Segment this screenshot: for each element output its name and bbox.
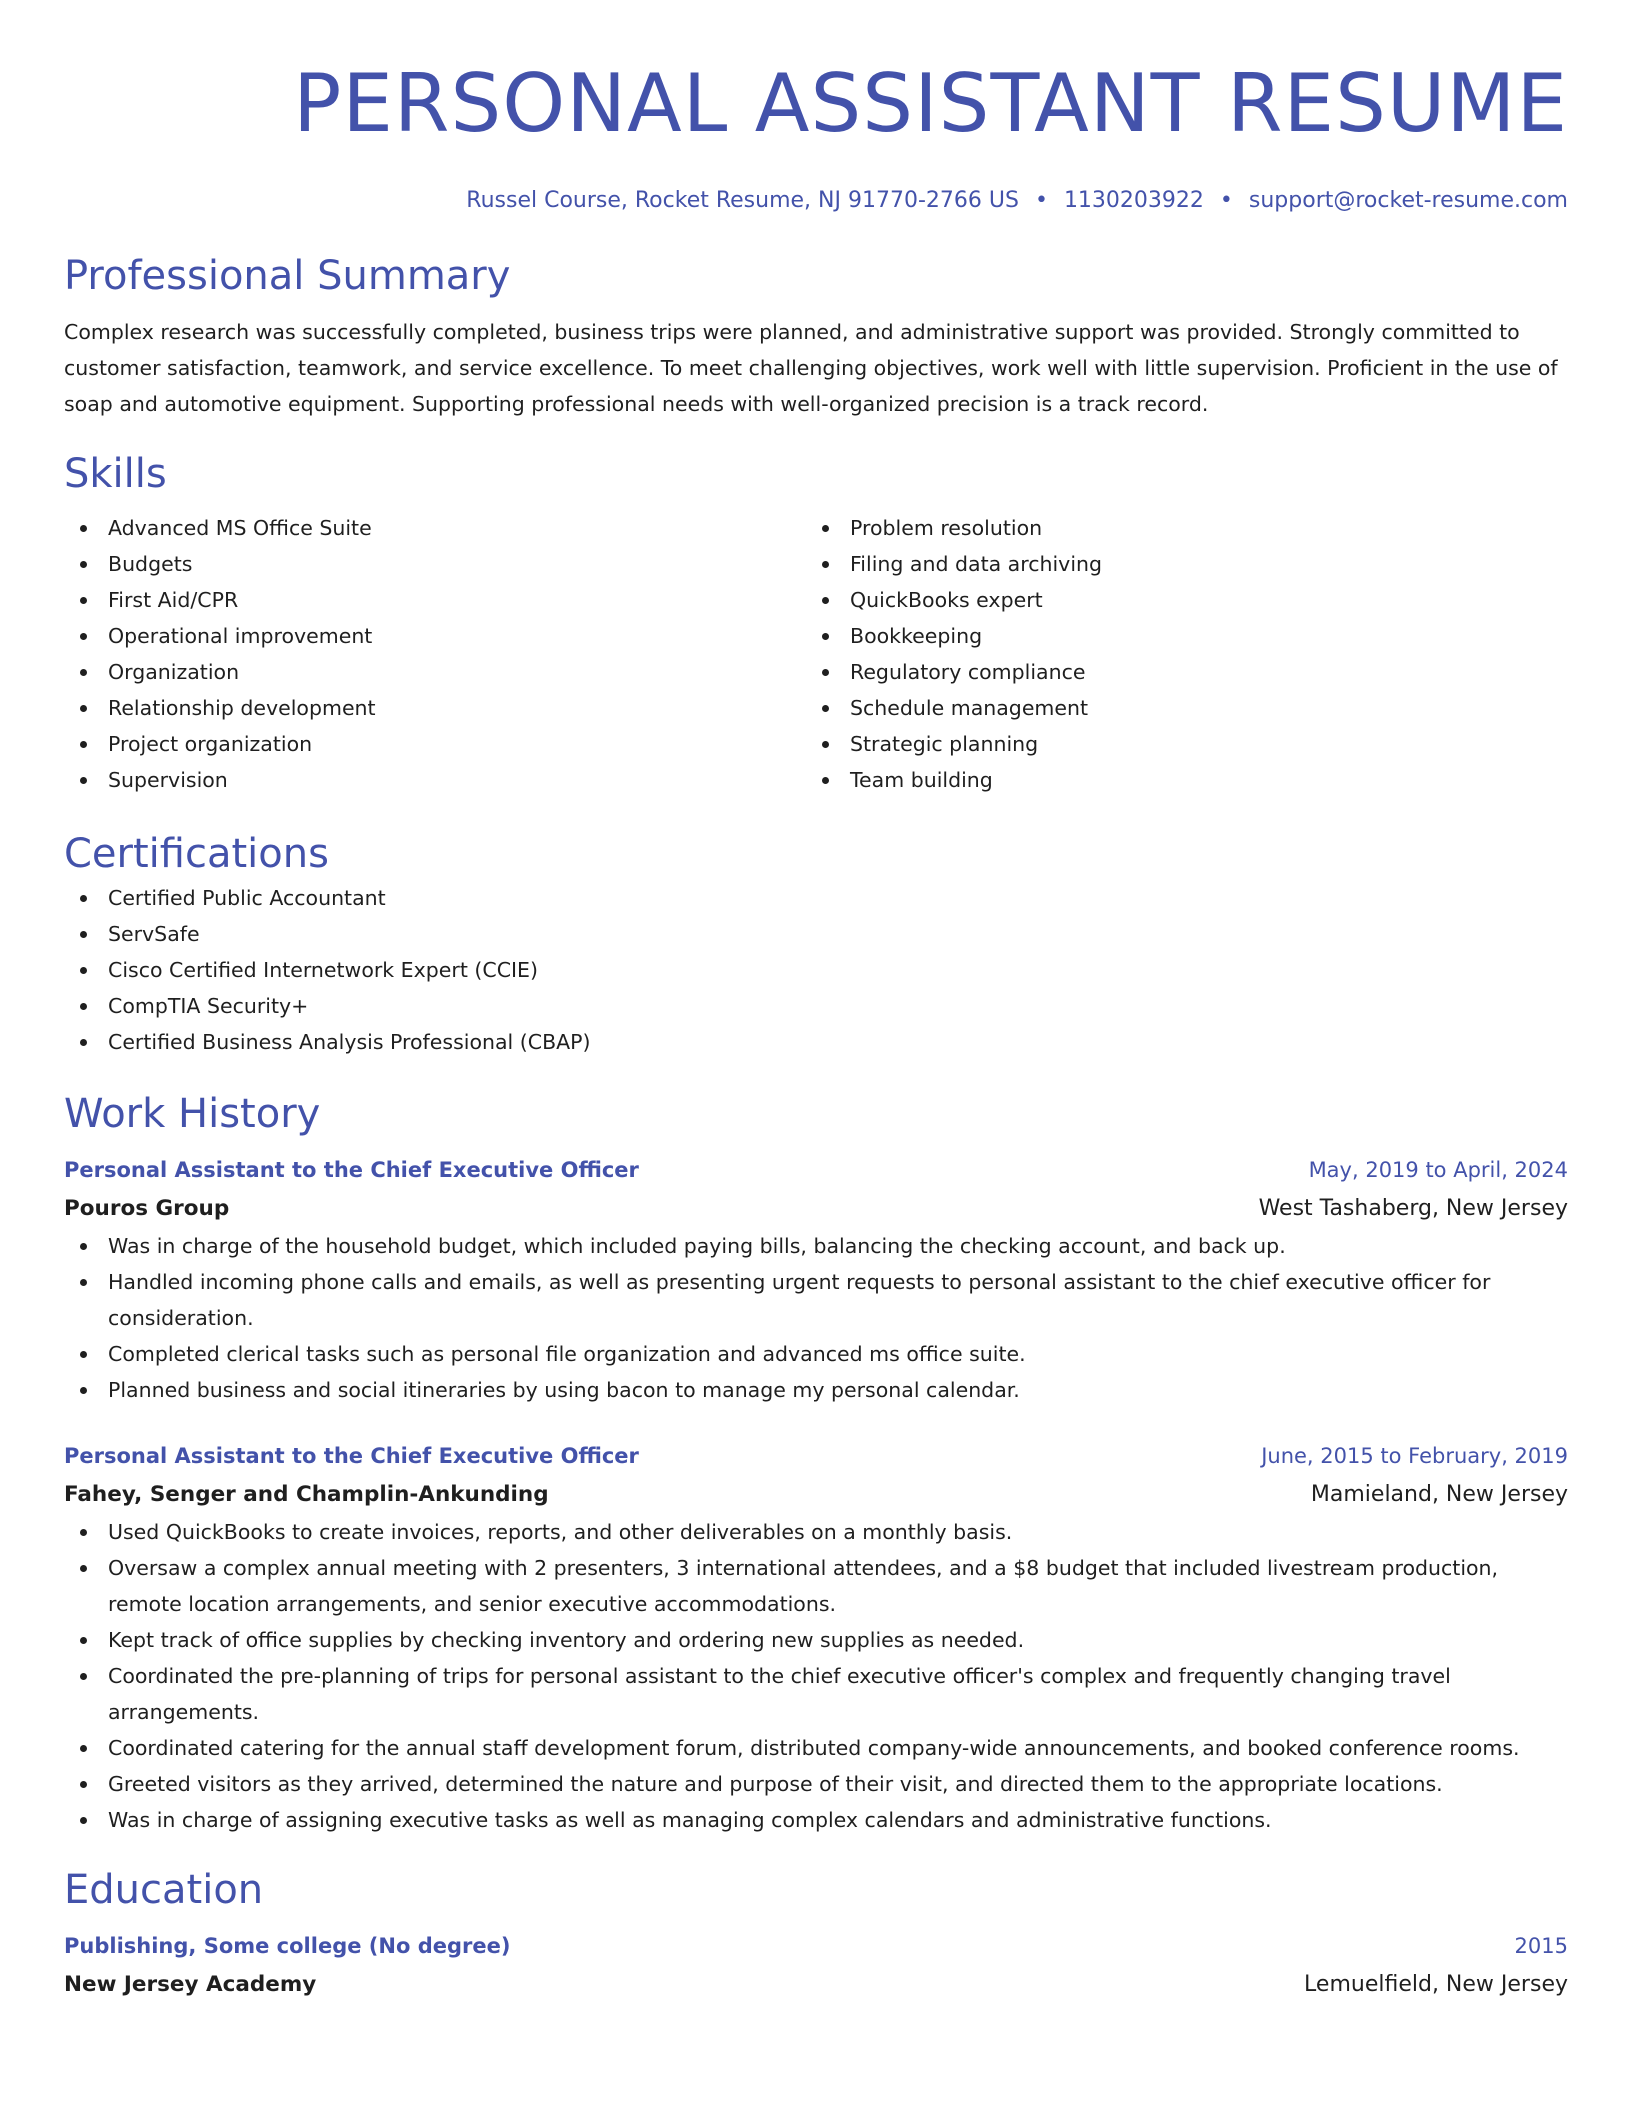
job-location: West Tashaberg, New Jersey <box>1258 1196 1568 1221</box>
job-duties-list <box>64 1228 1568 1408</box>
job-duty: Planned business and social itineraries by using bacon to manage my personal calendar. <box>64 1372 1568 1408</box>
job-duty: Oversaw a complex annual meeting with 2 presenters, 3 international attendees, and a $8 budget that included livestream production, remote location arrangements, and senior executive accommodations. <box>64 1550 1568 1622</box>
contact-address: Russel Course, Rocket Resume, NJ 91770-2766 US <box>466 188 1019 213</box>
certification-item: CompTIA Security+ <box>64 988 1568 1024</box>
job-dates: June, 2015 to February, 2019 <box>1261 1444 1568 1468</box>
skill-item: First Aid/CPR <box>64 582 806 618</box>
job-company: Fahey, Senger and Champlin-Ankunding <box>64 1482 549 1507</box>
job-title-row <box>64 1150 1568 1190</box>
job-entry <box>64 1150 1568 1408</box>
skill-item: Operational improvement <box>64 618 806 654</box>
job-duty: Handled incoming phone calls and emails, as well as presenting urgent requests to personal assistant to the chief executive officer for consideration. <box>64 1264 1568 1336</box>
job-duty: Was in charge of assigning executive tasks as well as managing complex calendars and administrative functions. <box>64 1802 1568 1838</box>
job-duty: Coordinated catering for the annual staff development forum, distributed company-wide announcements, and booked conference rooms. <box>64 1730 1568 1766</box>
skill-item: Strategic planning <box>806 726 1548 762</box>
certification-item: Certified Business Analysis Professional (CBAP) <box>64 1024 1568 1060</box>
education-year: 2015 <box>1514 1934 1568 1958</box>
skills-list-right <box>806 510 1548 798</box>
certification-item: Certified Public Accountant <box>64 880 1568 916</box>
education-degree: Publishing, Some college (No degree) <box>64 1934 511 1958</box>
skill-item: Regulatory compliance <box>806 654 1548 690</box>
certifications-heading: Certifications <box>64 831 329 877</box>
certification-item: Cisco Certified Internetwork Expert (CCIE) <box>64 952 1568 988</box>
job-title-row <box>64 1436 1568 1476</box>
education-school-row <box>64 1966 1568 2004</box>
contact-email: support@rocket-resume.com <box>1248 188 1568 213</box>
education-entry <box>64 1926 1568 2004</box>
job-duty: Was in charge of the household budget, which included paying bills, balancing the checking account, and back up. <box>64 1228 1568 1264</box>
skills-column-right <box>806 510 1548 798</box>
job-duty: Used QuickBooks to create invoices, reports, and other deliverables on a monthly basis. <box>64 1514 1568 1550</box>
job-duty: Coordinated the pre-planning of trips for personal assistant to the chief executive officer's complex and frequently changing travel arrangements. <box>64 1658 1568 1730</box>
skill-item: QuickBooks expert <box>806 582 1548 618</box>
skill-item: Project organization <box>64 726 806 762</box>
contact-line <box>64 186 1568 216</box>
skill-item: Filing and data archiving <box>806 546 1548 582</box>
skill-item: Advanced MS Office Suite <box>64 510 806 546</box>
skills-column-left <box>64 510 806 798</box>
skill-item: Organization <box>64 654 806 690</box>
job-title: Personal Assistant to the Chief Executive Officer <box>64 1158 639 1182</box>
skill-item: Bookkeeping <box>806 618 1548 654</box>
job-company-row <box>64 1190 1568 1228</box>
skill-item: Relationship development <box>64 690 806 726</box>
job-entry <box>64 1436 1568 1838</box>
resume-title: PERSONAL ASSISTANT RESUME <box>293 57 1568 150</box>
job-title: Personal Assistant to the Chief Executive Officer <box>64 1444 639 1468</box>
contact-separator: • <box>1034 188 1048 213</box>
skills-heading: Skills <box>64 451 167 497</box>
skills-list-left <box>64 510 806 798</box>
skill-item: Problem resolution <box>806 510 1548 546</box>
skill-item: Budgets <box>64 546 806 582</box>
certifications-list <box>64 880 1568 1060</box>
job-location: Mamieland, New Jersey <box>1310 1482 1568 1507</box>
contact-phone: 1130203922 <box>1063 188 1204 213</box>
job-company-row <box>64 1476 1568 1514</box>
summary-text: Complex research was successfully completed, business trips were planned, and administrative support was provided. Strongly committed to customer satisfaction, teamwork, and service excellence. To meet challenging objectives, work well with little supervision. Proficient in the use of soap and automotive equipment. Supporting professional needs with well-organized precision is a track record. <box>64 320 1558 416</box>
job-duty: Greeted visitors as they arrived, determined the nature and purpose of their visit, and directed them to the appropriate locations. <box>64 1766 1568 1802</box>
education-degree-row <box>64 1926 1568 1966</box>
skills-grid <box>64 510 1568 798</box>
education-heading: Education <box>64 1867 264 1913</box>
job-dates: May, 2019 to April, 2024 <box>1308 1158 1568 1182</box>
work-history-heading: Work History <box>64 1091 321 1137</box>
contact-separator: • <box>1219 188 1233 213</box>
job-company: Pouros Group <box>64 1196 230 1221</box>
skill-item: Schedule management <box>806 690 1548 726</box>
job-duty: Kept track of office supplies by checking inventory and ordering new supplies as needed. <box>64 1622 1568 1658</box>
skill-item: Supervision <box>64 762 806 798</box>
job-duty: Completed clerical tasks such as personal file organization and advanced ms office suite. <box>64 1336 1568 1372</box>
education-location: Lemuelfield, New Jersey <box>1304 1972 1568 1997</box>
summary-heading: Professional Summary <box>64 253 511 299</box>
job-duties-list <box>64 1514 1568 1838</box>
skill-item: Team building <box>806 762 1548 798</box>
certification-item: ServSafe <box>64 916 1568 952</box>
education-school: New Jersey Academy <box>64 1972 317 1997</box>
